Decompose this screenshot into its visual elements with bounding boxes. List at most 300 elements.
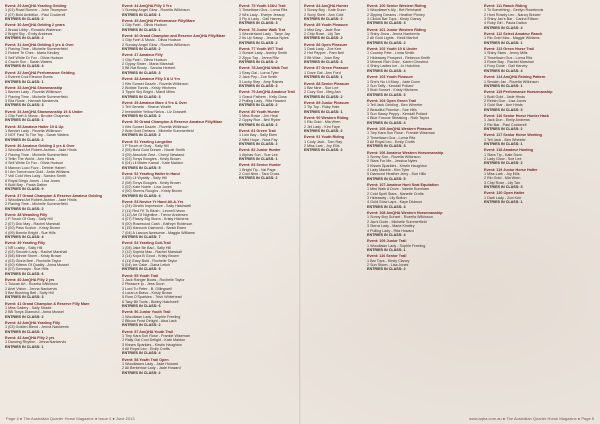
event-block xyxy=(122,77,234,99)
placing-line: 1 Alphas Sun - Sue Lee xyxy=(239,152,278,157)
entries-count: ENTRIES IN CLASS: 4 xyxy=(367,120,406,125)
placing-line: 2 Miss Lark - Joy Ellis xyxy=(304,143,340,148)
placing-line: 1 Tell Jack Gelding - Ben Wheeler xyxy=(367,103,423,108)
event-title: Event: 34 AmQHA Showmanship 19 & Under xyxy=(5,109,83,114)
placing-line: 6 (15) Hancock Diamond - Sarah Ewen xyxy=(122,226,187,231)
event-block xyxy=(304,135,361,152)
placing-line: 1 Banner Lady - Rozella Wilkinson xyxy=(5,90,62,95)
event-block xyxy=(239,47,296,64)
placing-line: 2 Zippo Top - Jenna Ritz xyxy=(239,55,279,60)
placing-line: 3 Sierra Lady - Maria Kindley xyxy=(367,224,415,229)
entries-count: ENTRIES IN CLASS: 2 xyxy=(367,267,406,272)
placing-line: 1 Woodlawn Lady - Sophie Freeling xyxy=(367,243,426,248)
placing-line: 2 Hideaway Prospect - Rebecca Smith xyxy=(367,55,431,60)
placing-line: 3 Bit Nat Brody - Sandra Herbert xyxy=(122,66,176,71)
entries-count: ENTRIES IN CLASS: 2 xyxy=(304,148,343,153)
event-title: Event: 44 AmQHA Filly 3 Yrs xyxy=(122,4,172,8)
placing-line: 1 Woodlawns Lady - Jade Howard xyxy=(122,362,179,367)
event-title: Event: 81 Green Trail xyxy=(239,128,276,133)
entries-count: ENTRIES IN CLASS: 9 xyxy=(5,187,44,192)
placing-line: 1 Bar Nine - Sue Lee xyxy=(304,85,339,90)
entries-count: ENTRIES IN CLASS: 1 xyxy=(5,344,44,349)
event-title: Event: 106 Amateur Western Horsemanship xyxy=(367,150,444,155)
placing-line: 1 Easy Gal - Lorna Tyler xyxy=(239,70,279,75)
event-title: Event: 50 Grand Champion & Reserve Amateur Filly/Mare xyxy=(122,120,223,125)
event-block xyxy=(5,278,117,300)
placing-line: 1 Shiny Stars - Jenny Mills xyxy=(484,51,528,56)
placing-line: 2 Chip Rose - Lily Tan xyxy=(304,32,341,37)
entries-count: ENTRIES IN CLASS: 2 xyxy=(122,47,161,52)
placing-line: 2 Cozy Son - Meg Ash xyxy=(304,90,341,95)
placing-line: 3 Clickin Bar Tops - Kirsty Clancy xyxy=(367,17,422,22)
placing-line: 5 (04) Ice Cake - Dana Leitch xyxy=(122,262,171,267)
placing-line: 1 P Touch of Gray - Sally Hill xyxy=(122,143,169,148)
placing-line: 2 (07) Bold Ambition - Paul Cockerell xyxy=(5,12,66,17)
event-block xyxy=(239,90,296,107)
placing-line: 1 Wonderland Lady - Taryn Jay xyxy=(239,32,290,37)
placing-line: 2 Stars For Me - Jessica Nyles xyxy=(367,159,418,164)
event-block xyxy=(5,144,117,192)
placing-line: 2 (12) Sophia Mac - Rachel Marshall xyxy=(122,249,182,254)
event-block xyxy=(484,148,596,165)
event-block xyxy=(5,43,117,69)
placing-line: 3 Shiny Jac's Bar - Carina Ellison xyxy=(484,17,539,22)
event-title: Event: 79 AmQHA Amateur Trail xyxy=(239,90,295,95)
placing-line: 1 Mist Walk A Dove - Valerie Burnham xyxy=(367,187,430,192)
placing-line: 1 Flaxing Time - Michelle Summerfield xyxy=(5,47,68,52)
event-title: Event: 110 Senior Trail xyxy=(367,254,407,259)
event-block xyxy=(484,191,596,204)
placing-line: 1 Tinseltown Gus - Lorna Ritz xyxy=(239,8,288,13)
results-column-5 xyxy=(367,4,479,408)
placing-line: 1 Sonny Boy Sunset - Rozella Wilkinson xyxy=(367,215,433,220)
event-title: Event: 78 AmQHA Walk Trot xyxy=(239,66,288,71)
placing-line: 4 (07) Flashy Big Storm - Kristy Hitchens xyxy=(122,217,189,222)
event-title: Event: 103 Youth Pleasure xyxy=(367,75,413,80)
placing-line: 3 Sun Sassy Peppy - Kendall Pollard xyxy=(367,111,428,116)
placing-line: 4 Self White Dr Fox - Olivia Hudson xyxy=(5,161,64,166)
placing-line: 3 Ella Rosie - Hannah Nankervis xyxy=(5,98,59,103)
placing-line: 1 To Something - Gerilyn Rosebrook xyxy=(484,8,544,13)
placing-line: 2 Irresistible Yellow Nelva - Liz Dowsett xyxy=(122,109,187,114)
placing-line: 7 Voll Cold Vbrs Lady - Sandra Smith xyxy=(5,174,66,179)
placing-line: 2 Zipping Dreams - Heather Pinney xyxy=(367,12,425,17)
entries-count: ENTRIES IN CLASS: 3 xyxy=(122,94,161,99)
event-block xyxy=(367,75,479,97)
event-title: Event: 90 Western Riding xyxy=(304,115,349,120)
event-title: Event: 33 AmQHA Showmanship xyxy=(5,85,63,90)
event-title: Event: 88 Senior Pleasure xyxy=(304,81,350,86)
event-block xyxy=(484,168,596,190)
placing-line: 4 Gold Glow Laps - Kaye Dickson xyxy=(367,200,423,205)
placing-line: 1 Woodland Art Robert-Ashton - Jade Hinds xyxy=(5,198,77,203)
placing-line: 5 Rum O'Sparkles - Trish Whitehead xyxy=(122,295,182,300)
entries-count: ENTRIES IN CLASS: 4 xyxy=(367,68,406,73)
entries-count: ENTRIES IN CLASS: 2 xyxy=(5,36,44,41)
event-block xyxy=(484,47,596,73)
placing-line: 1 Tip Top - Ruby Hale xyxy=(304,105,340,110)
placing-line: 2 Lady Glow - Sue Lee xyxy=(484,157,522,161)
event-block xyxy=(122,4,234,17)
placing-line: 1 Dove Gal - Ann Ford xyxy=(304,70,341,75)
entries-count: ENTRIES IN CLASS: 3 xyxy=(367,92,406,97)
placing-line: 3 (05) Absolute Zest - Cheryl Newland xyxy=(122,152,185,157)
placing-line: 4 (11) Easy Bold - Rochelle Taylor xyxy=(122,258,178,263)
event-title: Event: 39 Yearling Filly xyxy=(5,241,46,246)
entries-count: ENTRIES IN CLASS: 4 xyxy=(484,68,523,73)
entries-count: ENTRIES IN CLASS: 6 xyxy=(5,271,44,276)
placing-line: 2 Sorry Steel - Ann Cole xyxy=(304,12,344,17)
entries-count: ENTRIES IN CLASS: 2 xyxy=(239,60,278,65)
event-title: Event: 89 Junior Pleasure xyxy=(304,100,350,105)
entries-count: ENTRIES IN CLASS: 3 xyxy=(484,107,523,112)
event-title: Event: 53 Novice Yr Hand All-A-Yrs xyxy=(122,200,184,205)
event-block xyxy=(122,172,234,198)
event-title: Event: 54 Yearling Colt-Trail xyxy=(122,241,171,246)
results-column-6 xyxy=(484,4,596,408)
event-title: Event: 48 Amateur Filly 3 & U Yrs xyxy=(122,77,180,82)
results-column-4 xyxy=(304,4,361,408)
placing-line: 6 I Am Tomorrows Gold - Anita Williams xyxy=(5,170,70,175)
placing-line: 3 Tippin Sky Bright - Mardi Miles xyxy=(122,90,175,95)
placing-line: 1 Bright Tip - Val Page xyxy=(239,167,276,172)
placing-line: 2 BB Tonys Diamond - Anna Mussel xyxy=(5,310,64,315)
placing-line: 3 Hideaway - Lily Bolton xyxy=(367,196,407,201)
placing-line: 1 Glip Fwirl & Music - Brooke Chapman xyxy=(5,113,70,118)
event-block xyxy=(122,101,234,118)
placing-line: 5 (00) Rosewood Cash - Kathryn Robinson xyxy=(122,221,193,226)
placing-line: 3 Self White Dr Fox - Olivia Hudson xyxy=(5,55,64,60)
placing-line: 8 Royal Diego Jones - Lisa Jones xyxy=(5,178,60,183)
placing-line: 1 Bar Tops - Kirsty Clancy xyxy=(367,258,410,263)
placing-line: 3 (08) Minnie Storm - Kristy Brown xyxy=(5,254,62,259)
event-block xyxy=(484,114,596,131)
placing-line: 2 Rally Gal Cool Delight - Kate Maldon xyxy=(122,338,186,343)
placing-line: 1 Miss Rosie - Jen Heal xyxy=(239,113,278,118)
placing-line: 1 Mist Day - Jade Roe xyxy=(304,27,341,32)
event-title: Event: 112 Select Amateur Ranch xyxy=(484,32,543,37)
event-block xyxy=(5,213,117,239)
event-block xyxy=(367,127,479,149)
event-title: Event: 37 Grand Champion & Reserve Amateur Gelding xyxy=(5,193,102,198)
event-block xyxy=(122,200,234,239)
placing-line: 3 Tellin The World - Ann Hinds xyxy=(5,157,55,161)
event-title: Event: 42 AmQHA Yearling Filly xyxy=(5,321,60,326)
event-title: Event: 49 Amateur Mare 4 Yrs & Over xyxy=(122,100,187,105)
event-title: Event: 104 Open Green Trail xyxy=(367,98,417,103)
entries-count: ENTRIES IN CLASS: 1 xyxy=(5,329,44,334)
entries-count: ENTRIES IN CLASS: 2 xyxy=(5,17,44,22)
placing-line: 1 Dark Lady - Zoe Kerr xyxy=(304,47,342,52)
event-title: Event: 120 Open Halter xyxy=(484,191,525,196)
placing-line: 2 Jacs Pep - Zoe Smith xyxy=(239,75,278,80)
placing-line: 2 Its Up Sassy - Jessica Nyles xyxy=(239,36,289,41)
placing-line: 4 Foxy Dude - Gail Harvey xyxy=(484,64,528,69)
event-block xyxy=(122,310,234,327)
placing-line: 1 Stars Tip - Kate Dunn xyxy=(484,152,523,157)
placing-line: 1 Woodlawn's Aly - Bel Reinhardt xyxy=(367,8,422,13)
event-block xyxy=(239,129,296,146)
entries-count: ENTRIES IN CLASS: 4 xyxy=(484,25,523,30)
placing-line: 1 Woodland Art Robert-Ashton - Jade Hinds xyxy=(5,148,77,153)
event-title: Event: 80 Youth Hunter xyxy=(239,109,280,114)
event-title: Event: 83 Senior Hunter xyxy=(239,163,281,168)
results-column-2 xyxy=(122,4,234,408)
placing-line: 4 Cruzin Son - Sarah Waters xyxy=(5,60,52,65)
placing-line: 3 Lord Tu Peter - B. Gillingwell xyxy=(122,286,172,291)
event-title: Event: 102 Youth 19 & Under xyxy=(367,47,418,52)
entries-count: ENTRIES IN CLASS: 2 xyxy=(239,40,278,45)
event-title: Event: 108 AmQHA Western Horsemanship xyxy=(367,211,443,216)
placing-line: 2 Rio Gold - Mia Wren xyxy=(484,176,521,181)
event-block xyxy=(367,254,479,271)
event-block xyxy=(304,43,361,65)
placing-line: 1 Tuscan Art - Rozella Wilkinson xyxy=(5,282,58,287)
event-title: Event: 29 AmQHA Yearling Gelding xyxy=(5,4,67,8)
event-block xyxy=(5,4,117,21)
placing-line: 2 Jet Lady - Kim Faye xyxy=(304,124,340,129)
event-title: Event: 100 Senior Western Riding xyxy=(367,4,426,8)
event-title: Event: 84 AmQHA Hunter xyxy=(304,4,349,8)
placing-line: 1 Shiny Jinza - Jenna Nankervis xyxy=(367,32,420,37)
entries-count: ENTRIES IN CLASS: 3 xyxy=(367,21,406,26)
entries-count: ENTRIES IN CLASS: 1 xyxy=(484,200,523,205)
event-title: Event: 58 Youth Trail Open xyxy=(122,357,169,362)
placing-line: 2 Hot Pepper - Pam Bell xyxy=(304,51,344,56)
event-title: Event: 115 Performance Horsemanship xyxy=(484,90,553,95)
placing-line: 1 Country Pete - Linda Smith xyxy=(367,51,415,56)
event-title: Event: 32 AmQHA Performance Gelding xyxy=(5,70,75,75)
placing-line: 1 Glip Fwirl - Olivia Hudson xyxy=(122,57,167,62)
placing-line: 5 (04) Lil Mister Kamal - Kate Maldon xyxy=(122,161,183,166)
placing-line: 2 Beautiful Promise - Sue Hills xyxy=(367,107,417,112)
placing-line: 2 Sun Taffy - Kendall Pollard xyxy=(367,83,414,88)
event-block xyxy=(484,4,596,30)
event-block xyxy=(304,82,361,99)
placing-line: 4 Lady Mackie - Kim Tyler xyxy=(367,168,410,173)
placing-line: 3 Bit Wise - Joan Ray xyxy=(304,55,340,60)
event-block xyxy=(484,90,596,112)
event-block xyxy=(367,99,479,125)
event-block xyxy=(122,274,234,309)
placing-line: 2 Sun Storm - Lisa Jones xyxy=(367,262,409,267)
placing-line: 1 Sonny Boy - Kate Dunn xyxy=(304,8,346,13)
placing-line: 2 Bilcow Frost Delight - Aisa Lack xyxy=(122,319,177,324)
placing-line: 1 Jack Ranger Boots - Rochelle Taylor xyxy=(122,277,185,282)
event-title: Event: 105 AmQHA Western Pleasure xyxy=(367,126,433,131)
event-title: Event: 82 Junior Hunter xyxy=(239,148,281,153)
placing-line: 2 Jac's Dude - Michelle Summerfield xyxy=(367,219,427,224)
placing-line: 1 (01) Road Runner - John Thompson xyxy=(5,8,68,13)
event-block xyxy=(5,321,117,334)
entries-count: ENTRIES IN CLASS: 2 xyxy=(122,370,161,375)
placing-line: 2 Pleasure Ip - Jess Dunn xyxy=(122,282,165,287)
placing-line: 2 Cool Nine - Tara Cross xyxy=(239,172,280,177)
placing-line: 1 P Touch Of Gray - Sally Hill xyxy=(5,217,53,222)
event-block xyxy=(5,71,117,84)
entries-count: ENTRIES IN CLASS: 2 xyxy=(122,323,161,328)
entries-count: ENTRIES IN CLASS: 2 xyxy=(122,113,161,118)
event-block xyxy=(5,194,117,211)
footer-left: Page 4 ● The Australian Quarter Horse Magazine ● Issue 4 ● June 2013 xyxy=(6,416,135,421)
placing-line: 1 Glip Fwirl & Music - Olivia Hudson xyxy=(122,38,181,43)
entries-count: ENTRIES IN CLASS: 1 xyxy=(122,27,161,32)
event-title: Event: 41 Grand Champion & Reserve Filly Mare xyxy=(5,301,90,306)
placing-line: 3 (02) Kate Noble - Lisa Jones xyxy=(122,185,172,190)
entries-count: ENTRIES IN CLASS: 1 xyxy=(304,109,343,114)
entries-count: ENTRIES IN CLASS: 3 xyxy=(5,295,44,300)
placing-line: 6 Tasy Bit Toots - Bobby Hatchwell xyxy=(122,299,179,304)
placing-line: 1 NR Lustily - Sally Hill xyxy=(5,245,43,250)
placing-line: 4 Blue Foxcoe Streaking - Ruth Taylor xyxy=(367,116,430,121)
event-title: Event: 85 Youth Pleasure xyxy=(304,23,348,28)
event-block xyxy=(122,120,234,137)
placing-line: 4 (03) Tonys Boogies - Kristy Brown xyxy=(122,157,181,161)
placing-line: 3 (14) Kopa B Good - Kristy Brown xyxy=(122,254,179,259)
event-block xyxy=(367,151,479,181)
placing-line: 1 Tell Genetic - Sharon Wraith xyxy=(122,105,172,110)
event-block xyxy=(367,183,479,209)
event-block xyxy=(304,4,361,21)
placing-line: 1 Miss Lark - Joy Ellis xyxy=(484,172,520,177)
placing-line: 2 Cold Spell Stars - Nanette Crofts xyxy=(367,191,424,196)
event-block xyxy=(122,34,234,51)
event-title: Event: 56 Junior Youth Trail xyxy=(122,310,171,315)
placing-line: 2 (02) Smooth Lady - Rachel Marshall xyxy=(5,249,68,254)
placing-line: 1 Sunset Lady - Ashley Smith xyxy=(239,51,288,56)
entries-count: ENTRIES IN CLASS: 1 xyxy=(304,75,343,80)
entries-count: ENTRIES IN CLASS: 3 xyxy=(239,83,278,88)
entries-count: ENTRIES IN CLASS: 2 xyxy=(304,36,343,41)
entries-count: ENTRIES IN CLASS: 2 xyxy=(484,161,523,166)
event-block xyxy=(122,140,234,170)
placing-line: 5 Maroon Loco Fuzz - Debbie Haberl xyxy=(5,165,66,170)
entries-count: ENTRIES IN CLASS: 1 xyxy=(239,157,278,161)
event-title: Event: 117 Senior Horse Working xyxy=(484,133,542,138)
entries-count: ENTRIES IN CLASS: 2 xyxy=(5,314,44,319)
event-title: Event: 116 Senior Horse Hunter Hack xyxy=(484,113,549,118)
event-title: Event: 35 Amateur Halter 19 & Up xyxy=(5,124,64,129)
placing-line: 2 Robert Te Chex - Maria Kindley xyxy=(5,51,60,56)
event-block xyxy=(484,32,596,45)
placing-line: 1 Tell Jack - Ben Wheeler xyxy=(484,137,526,142)
event-block xyxy=(239,163,296,180)
entries-count: ENTRIES IN CLASS: 2 xyxy=(122,133,161,138)
placing-line: 1 Broad Libby - Ronaldo Waterson xyxy=(5,27,62,32)
placing-line: 1 Kits Sunset Dazzle - Rozella Wilkinson xyxy=(122,81,189,86)
entries-count: ENTRIES IN CLASS: 5 xyxy=(122,165,161,170)
results-column-3 xyxy=(239,4,296,408)
event-title: Event: 107 Amateur Hunt Seat Equitation xyxy=(367,183,439,188)
event-block xyxy=(367,47,479,73)
entries-count: ENTRIES IN CLASS: 7 xyxy=(122,234,161,239)
event-title: Event: 40 AmQHA Filly 2 yrs xyxy=(5,277,55,282)
entries-count: ENTRIES IN CLASS: 1 xyxy=(5,118,44,123)
event-title: Event: 91 Youth Riding xyxy=(304,135,345,140)
entries-count: ENTRIES IN CLASS: 4 xyxy=(122,351,161,356)
entries-count: ENTRIES IN CLASS: 4 xyxy=(367,204,406,209)
placing-line: 2 (11) Red Fit To Blush - Leonell Ivison xyxy=(122,208,186,213)
placing-line: 4 Shiny Ladies Ice - Jo Hutchins xyxy=(367,64,420,69)
placing-line: 2 Flaxing Time - Michelle Summerfield xyxy=(5,202,68,207)
event-block xyxy=(239,110,296,127)
entries-count: ENTRIES IN CLASS: 2 xyxy=(239,176,278,181)
event-block xyxy=(122,330,234,356)
event-title: Event: 30 AmQHA Gelding 2 years xyxy=(5,23,65,28)
placing-line: 1 Rio Gold - Mia Wren xyxy=(304,120,341,125)
event-block xyxy=(484,133,596,146)
entries-count: ENTRIES IN CLASS: 3 xyxy=(484,185,523,190)
entries-count: ENTRIES IN CLASS: 3 xyxy=(122,70,161,75)
placing-line: 3 Lucky Step - Amy Raines xyxy=(239,79,284,84)
placing-line: 1 (03) Golden Blend - Jenna Nankervis xyxy=(5,325,69,330)
placing-line: 1 (08) Jake Be Bad - Sally Hill xyxy=(122,245,171,250)
placing-line: 3 Kisses Sparkles - Kirstin Haughton xyxy=(367,163,427,168)
placing-line: 2 Wrs Lady - Evelyn Jessop xyxy=(239,12,285,17)
placing-line: 2 Ariel Vision - Jenna Nankervis xyxy=(5,286,57,291)
placing-line: 3 Gold Star - Ann Hinds xyxy=(484,103,523,108)
placing-line: 1 Miss Gallery - Sally Shadd xyxy=(5,306,52,310)
placing-line: 2 Gypsy Sister - Maria Marshall xyxy=(122,62,174,67)
placing-line: 6 (07) Gennaya - Sue Hills xyxy=(5,267,49,272)
event-title: Event: 75 Youth 13&U Trail xyxy=(239,4,286,8)
entries-count: ENTRIES IN CLASS: 1 xyxy=(484,40,523,45)
event-block xyxy=(304,116,361,133)
placing-line: 2 Ali Berberlow Lady - Jade Howard xyxy=(122,366,181,371)
placing-line: 2 (07) Doc May - Rachel Marshall xyxy=(5,221,60,226)
placing-line: 7 (04) A Lasoon Awesome - Maggie Williams xyxy=(122,230,195,235)
event-block xyxy=(5,336,117,349)
event-block xyxy=(5,86,117,108)
entries-count: ENTRIES IN CLASS: 2 xyxy=(304,128,343,133)
entries-count: ENTRIES IN CLASS: 1 xyxy=(367,247,406,252)
event-title: Event: 36 Amateur Gelding 3 yrs & Over xyxy=(5,143,75,148)
entries-count: ENTRIES IN CLASS: 2 xyxy=(484,126,523,131)
event-block xyxy=(5,110,117,123)
entries-count: ENTRIES IN CLASS: 2 xyxy=(304,94,343,99)
placing-line: 1 Bold Gold - Jade Hinds xyxy=(484,94,525,99)
placing-line: 4 Ruby Girl - Paula Dalton xyxy=(484,21,527,26)
placing-line: 2 Bobbie Tonnis - Kristy Hitchens xyxy=(122,85,177,90)
entries-count: ENTRIES IN CLASS: 3 xyxy=(367,144,406,149)
placing-line: 1 Glip Fwirl - Olivia Hudson xyxy=(122,23,167,28)
placing-line: 4 All Royal Leo - Emily Crofts xyxy=(122,347,170,352)
entries-count: ENTRIES IN CLASS: 4 xyxy=(5,234,44,239)
placing-line: 1 (24) Ginelis Impressive - Sally Hatchwell xyxy=(122,204,192,209)
entries-count: ENTRIES IN CLASS: 1 xyxy=(484,141,523,146)
placing-line: 2 Tinseltown Gus - Lorna Ritz xyxy=(484,55,533,60)
placing-line: 2 Tinseltown Gus - Lorna Ritz xyxy=(367,135,416,140)
event-title: Event: 101 Junior Western Riding xyxy=(367,27,426,32)
placing-line: 1 Tiny Kara Son Rose - Frankie Wiseman xyxy=(122,334,190,339)
entries-count: ENTRIES IN CLASS: 4 xyxy=(5,64,44,69)
event-block xyxy=(122,358,234,375)
placing-line: 3 Chip Rose - Lily Tan xyxy=(484,180,521,185)
placing-line: 3 Mineral Rich Gold - Karen Chestnut xyxy=(367,60,429,65)
event-block xyxy=(367,28,479,45)
placing-line: 3 (00) Pass Scotch - Kristy Brown xyxy=(5,226,61,231)
event-title: Event: 77 Youth W/T Trail xyxy=(239,47,283,52)
event-block xyxy=(239,28,296,45)
results-column-1 xyxy=(5,4,117,408)
entries-count: ENTRIES IN CLASS: 2 xyxy=(5,206,44,211)
event-title: Event: 114 AmQHA Reining Pattern xyxy=(484,75,546,80)
entries-count: ENTRIES IN CLASS: 3 xyxy=(239,21,278,26)
event-title: Event: 87 Green Pleasure xyxy=(304,66,349,71)
entries-count: ENTRIES IN CLASS: 2 xyxy=(304,17,343,22)
placing-line: 1 Kits Sunset Dazzle - Rozella Wilkinson xyxy=(122,124,189,129)
entries-count: ENTRIES IN CLASS: 3 xyxy=(304,60,343,65)
